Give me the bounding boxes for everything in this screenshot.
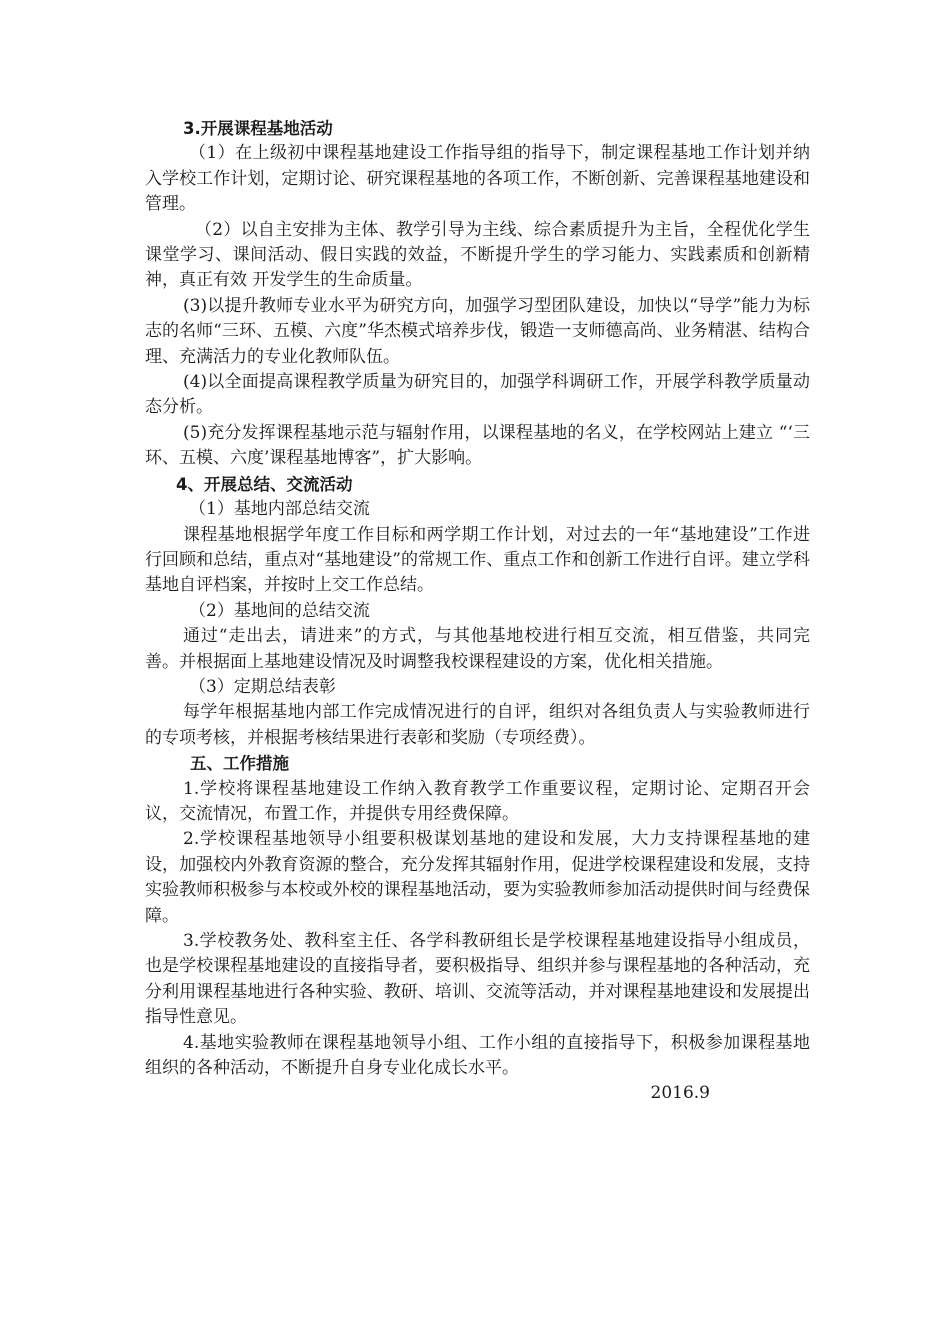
- section-4-heading: 4、开展总结、交流活动: [176, 474, 353, 494]
- section-5-item-2: 2.学校课程基地领导小组要积极谋划基地的建设和发展，大力支持课程基地的建设，加强校内外教育资源的整合，充分发挥其辐射作用，促进学校课程建设和发展，支持实验教师积极参与本校或外校的课程基地活动，要为实验教师参加活动提供时间与经费保障。: [145, 829, 810, 926]
- section-3-item-2: （2）以自主安排为主体、教学引导为主线、综合素质提升为主旨，全程优化学生课堂学习、课间活动、假日实践的效益，不断提升学生的学习能力、实践素质和创新精神，真正有效 开发学生的生命质量。: [145, 219, 810, 291]
- section-4-sub-1-text: 课程基地根据学年度工作目标和两学期工作计划，对过去的一年“基地建设”工作进行回顾和总结，重点对“基地建设”的常规工作、重点工作和创新工作进行自评。建立学科基地自评档案，并按时上交工作总结。: [145, 524, 810, 596]
- section-5-item-3: 3.学校教务处、教科室主任、各学科教研组长是学校课程基地建设指导小组成员，也是学校课程基地建设的直接指导者，要积极指导、组织并参与课程基地的各种活动，充分利用课程基地进行各种实验、教研、培训、交流等活动，并对课程基地建设和发展提出指导性意见。: [145, 931, 810, 1028]
- section-3-item-5: (5)充分发挥课程基地示范与辐射作用，以课程基地的名义，在学校网站上建立 “‘三环、五模、六度’课程基地博客”，扩大影响。: [145, 422, 810, 469]
- document-page: [145, 116, 810, 1107]
- section-4-sub-2-title: （2）基地间的总结交流: [189, 600, 370, 621]
- section-4-sub-2-text: 通过“走出去，请进来”的方式，与其他基地校进行相互交流，相互借鉴，共同完善。并根据面上基地建设情况及时调整我校课程建设的方案，优化相关措施。: [145, 626, 810, 672]
- section-4-sub-3-text: 每学年根据基地内部工作完成情况进行的自评，组织对各组负责人与实验教师进行的专项考核，并根据考核结果进行表彰和奖励（专项经费）。: [145, 702, 810, 748]
- section-3-item-3: (3)以提升教师专业水平为研究方向，加强学习型团队建设，加快以“导学”能力为标志的名师“三环、五模、六度”华杰模式培养步伐，锻造一支师德高尚、业务精湛、结构合理、充满活力的专业化教师队伍。: [145, 295, 810, 367]
- section-3-item-4: (4)以全面提高课程教学质量为研究目的，加强学科调研工作，开展学科教学质量动态分析。: [145, 372, 810, 418]
- section-3-item-1: （1）在上级初中课程基地建设工作指导组的指导下，制定课程基地工作计划并纳入学校工作计划，定期讨论、研究课程基地的各项工作，不断创新、完善课程基地建设和管理。: [145, 143, 810, 215]
- section-4-sub-1-title: （1）基地内部总结交流: [189, 499, 370, 520]
- document-date: 2016.9: [650, 1083, 710, 1104]
- section-4-sub-3-title: （3）定期总结表彰: [189, 676, 336, 697]
- section-5-item-1: 1.学校将课程基地建设工作纳入教育教学工作重要议程，定期讨论、定期召开会议，交流情况，布置工作，并提供专用经费保障。: [145, 778, 810, 824]
- section-5-heading: 五、工作措施: [190, 754, 289, 774]
- section-5-item-4: 4.基地实验教师在课程基地领导小组、工作小组的直接指导下，积极参加课程基地组织的各种活动，不断提升自身专业化成长水平。: [145, 1032, 810, 1079]
- section-3-heading: 3.开展课程基地活动: [183, 119, 333, 138]
